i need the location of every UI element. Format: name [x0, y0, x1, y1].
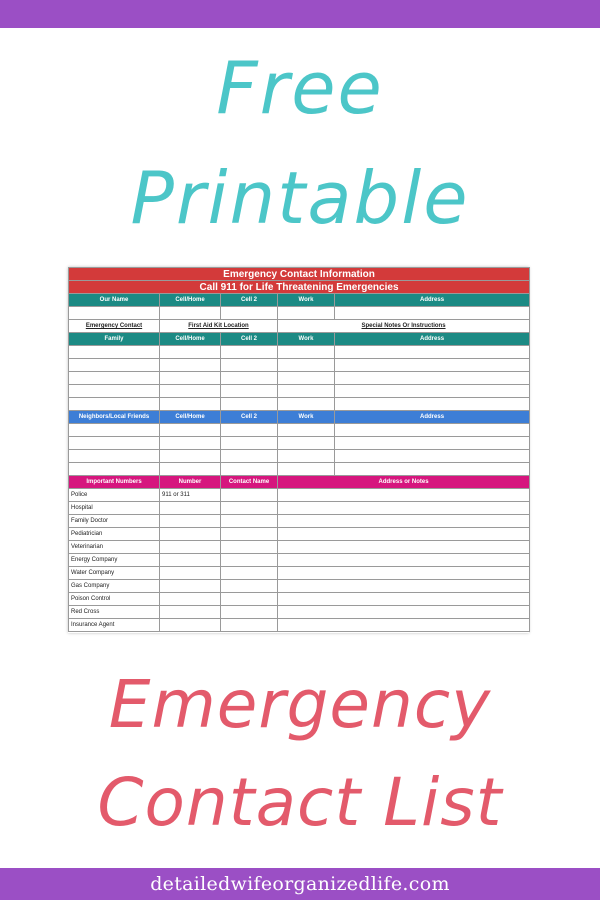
important-name-cell: Police — [69, 489, 160, 502]
table-row — [69, 437, 530, 450]
col-header: Address or Notes — [278, 476, 530, 489]
contact-name-cell — [221, 502, 278, 515]
address-notes-cell — [278, 619, 530, 632]
important-numbers-list — [69, 489, 530, 632]
col-header: Address — [335, 294, 530, 307]
address-notes-cell — [278, 528, 530, 541]
table-row — [69, 346, 530, 359]
table-row — [69, 463, 530, 476]
table-row — [69, 385, 530, 398]
important-name-cell: Gas Company — [69, 580, 160, 593]
headline-contact-list: Contact List — [97, 764, 503, 841]
contact-name-cell — [221, 554, 278, 567]
col-header: Neighbors/Local Friends — [69, 411, 160, 424]
col-header: Cell 2 — [221, 411, 278, 424]
col-header: Cell 2 — [221, 333, 278, 346]
address-notes-cell — [278, 515, 530, 528]
important-numbers-header-row — [69, 476, 530, 489]
col-header: Work — [278, 294, 335, 307]
table-row — [69, 541, 530, 554]
table-row — [69, 567, 530, 580]
sheet-title: Emergency Contact Information — [69, 268, 530, 281]
table-row — [69, 424, 530, 437]
headline-emergency: Emergency — [108, 666, 492, 743]
important-number-cell — [160, 528, 221, 541]
address-notes-cell — [278, 593, 530, 606]
important-number-cell: 911 or 311 — [160, 489, 221, 502]
sheet-title-row — [69, 268, 530, 281]
important-name-cell: Water Company — [69, 567, 160, 580]
important-name-cell: Family Doctor — [69, 515, 160, 528]
footer-site-url: detailedwifeorganizedlife.com — [150, 873, 450, 895]
address-notes-cell — [278, 606, 530, 619]
address-notes-cell — [278, 554, 530, 567]
neighbors-header-row — [69, 411, 530, 424]
important-number-cell — [160, 541, 221, 554]
sheet-subtitle-row — [69, 281, 530, 294]
table-row — [69, 307, 530, 320]
special-notes-label: Special Notes Or Instructions — [278, 320, 530, 333]
important-name-cell: Insurance Agent — [69, 619, 160, 632]
address-notes-cell — [278, 567, 530, 580]
address-notes-cell — [278, 580, 530, 593]
headline-printable: Printable — [130, 156, 470, 240]
important-name-cell: Veterinarian — [69, 541, 160, 554]
col-header: Address — [335, 333, 530, 346]
col-header: Work — [278, 333, 335, 346]
col-header: Family — [69, 333, 160, 346]
table-row — [69, 515, 530, 528]
important-number-cell — [160, 502, 221, 515]
contact-name-cell — [221, 528, 278, 541]
contact-name-cell — [221, 619, 278, 632]
col-header: Address — [335, 411, 530, 424]
table-row — [69, 502, 530, 515]
headline-free: Free — [216, 46, 384, 130]
contact-name-cell — [221, 489, 278, 502]
important-number-cell — [160, 554, 221, 567]
col-header: Cell/Home — [160, 411, 221, 424]
table-row — [69, 593, 530, 606]
table-row — [69, 580, 530, 593]
emergency-contact-label: Emergency Contact — [69, 320, 160, 333]
contact-name-cell — [221, 580, 278, 593]
col-header: Work — [278, 411, 335, 424]
table-row — [69, 606, 530, 619]
table-row — [69, 398, 530, 411]
important-number-cell — [160, 593, 221, 606]
important-name-cell: Poison Control — [69, 593, 160, 606]
contact-name-cell — [221, 541, 278, 554]
contact-name-cell — [221, 593, 278, 606]
footer-site-bar — [0, 868, 600, 900]
col-header: Our Name — [69, 294, 160, 307]
important-number-cell — [160, 580, 221, 593]
important-name-cell: Red Cross — [69, 606, 160, 619]
contact-name-cell — [221, 567, 278, 580]
important-number-cell — [160, 515, 221, 528]
table-row — [69, 554, 530, 567]
sheet-subtitle: Call 911 for Life Threatening Emergencies — [69, 281, 530, 294]
table-row — [69, 619, 530, 632]
address-notes-cell — [278, 502, 530, 515]
col-header: Cell/Home — [160, 294, 221, 307]
important-number-cell — [160, 567, 221, 580]
family-header-row — [69, 333, 530, 346]
table-row — [69, 528, 530, 541]
contact-name-cell — [221, 606, 278, 619]
table-row — [69, 450, 530, 463]
our-name-header-row — [69, 294, 530, 307]
important-number-cell — [160, 606, 221, 619]
important-name-cell: Energy Company — [69, 554, 160, 567]
col-header: Contact Name — [221, 476, 278, 489]
important-name-cell: Pediatrician — [69, 528, 160, 541]
col-header: Important Numbers — [69, 476, 160, 489]
important-number-cell — [160, 619, 221, 632]
col-header: Number — [160, 476, 221, 489]
emergency-info-row — [69, 320, 530, 333]
first-aid-label: First Aid Kit Location — [160, 320, 278, 333]
col-header: Cell 2 — [221, 294, 278, 307]
col-header: Cell/Home — [160, 333, 221, 346]
emergency-contact-sheet-preview — [68, 267, 529, 633]
address-notes-cell — [278, 541, 530, 554]
contact-name-cell — [221, 515, 278, 528]
table-row — [69, 489, 530, 502]
contact-form-table — [68, 267, 530, 632]
address-notes-cell — [278, 489, 530, 502]
table-row — [69, 359, 530, 372]
important-name-cell: Hospital — [69, 502, 160, 515]
top-banner-bar — [0, 0, 600, 28]
table-row — [69, 372, 530, 385]
